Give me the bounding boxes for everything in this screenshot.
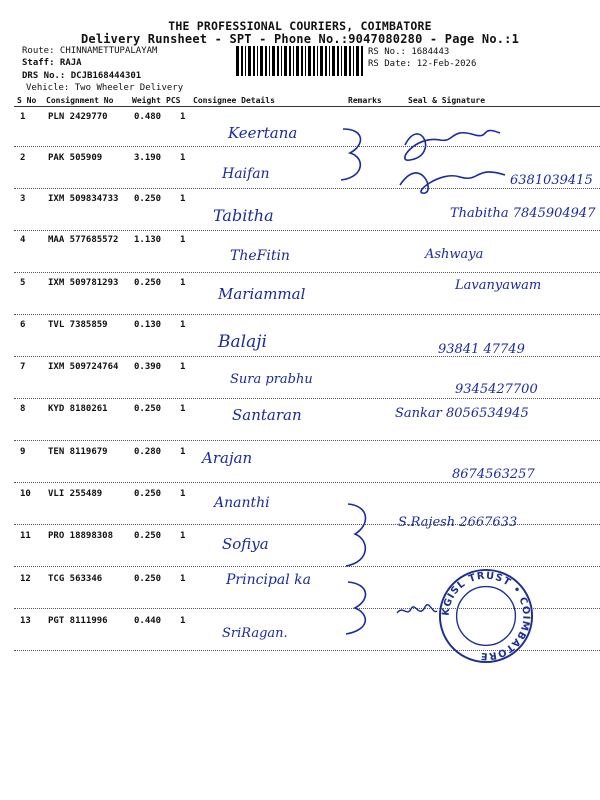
barcode-bar [301, 46, 303, 76]
barcode-bar [332, 46, 335, 76]
row-consignment: VLI 255489 [48, 489, 103, 499]
vehicle-label: Vehicle: Two Wheeler Delivery [26, 83, 184, 93]
svg-text:KGISL TRUST • COIMBATORE [441, 571, 532, 662]
row-signature-note: S.Rajesh 2667633 [398, 515, 518, 530]
row-signature-note: Lavanyawam [455, 278, 542, 293]
drs-label: DRS No.: DCJB168444301 [22, 71, 142, 81]
row-pcs: 1 [180, 278, 186, 288]
row-weight: 0.250 [134, 489, 162, 499]
row-sno: 11 [20, 531, 31, 541]
col-consignee: Consignee Details [193, 96, 275, 105]
rs-number: RS No.: 1684443 [368, 47, 450, 57]
row-consignee-name: Principal ka [226, 572, 311, 588]
row-divider [14, 272, 600, 273]
row-sno: 1 [20, 112, 26, 122]
barcode-bar [293, 46, 294, 76]
row-divider [14, 356, 600, 357]
barcode-bar [349, 46, 351, 76]
barcode-bar [313, 46, 315, 76]
barcode-bar [337, 46, 339, 76]
row-pcs: 1 [180, 112, 186, 122]
row-signature-note: 6381039415 [510, 173, 593, 188]
barcode-bar [257, 46, 258, 76]
row-weight: 0.440 [134, 616, 162, 626]
row-consignee-name: Sofiya [222, 535, 269, 553]
row-consignee-name: SriRagan. [222, 626, 288, 641]
row-divider [14, 230, 600, 231]
barcode-bar [353, 46, 354, 76]
signature-scribble-stamp [395, 595, 440, 625]
row-pcs: 1 [180, 362, 186, 372]
row-weight: 0.250 [134, 531, 162, 541]
row-consignee-name: Balaji [218, 332, 267, 352]
row-sno: 7 [20, 362, 26, 372]
barcode-bar [253, 46, 255, 76]
rs-date: RS Date: 12-Feb-2026 [368, 59, 477, 69]
row-weight: 0.480 [134, 112, 162, 122]
row-consignment: MAA 577685572 [48, 235, 119, 245]
row-pcs: 1 [180, 574, 186, 584]
barcode-bar [260, 46, 263, 76]
row-weight: 1.130 [134, 235, 162, 245]
row-divider [14, 314, 600, 315]
barcode-bar [265, 46, 267, 76]
row-pcs: 1 [180, 616, 186, 626]
row-signature-note: 9345427700 [455, 382, 538, 397]
row-sno: 13 [20, 616, 31, 626]
row-pcs: 1 [180, 235, 186, 245]
row-consignment: KYD 8180261 [48, 404, 108, 414]
row-consignment: TEN 8119679 [48, 447, 108, 457]
col-weight: Weight [132, 96, 161, 105]
row-divider [14, 440, 600, 441]
col-sno: S No [17, 96, 37, 105]
row-consignment: TCG 563346 [48, 574, 103, 584]
row-consignment: IXM 509781293 [48, 278, 119, 288]
barcode-bar [296, 46, 299, 76]
row-signature-note: 93841 47749 [438, 342, 525, 357]
row-weight: 0.250 [134, 194, 162, 204]
row-consignee-name: Ananthi [214, 495, 270, 511]
row-divider [14, 398, 600, 399]
row-weight: 0.130 [134, 320, 162, 330]
row-signature-note: Sankar 8056534945 [395, 406, 529, 421]
col-seal: Seal & Signature [408, 96, 486, 105]
barcode-bar [272, 46, 275, 76]
col-consignment: Consignment No [46, 96, 114, 105]
row-consignee-name: Keertana [228, 124, 298, 142]
barcode-bar [241, 46, 243, 76]
row-consignment: IXM 509724764 [48, 362, 119, 372]
row-weight: 0.280 [134, 447, 162, 457]
row-consignment: PAK 505909 [48, 153, 103, 163]
barcode-bar [269, 46, 270, 76]
barcode-bar [277, 46, 279, 76]
header-rule [14, 106, 600, 107]
row-sno: 12 [20, 574, 31, 584]
col-pcs: PCS [166, 96, 181, 105]
barcode-bar [305, 46, 306, 76]
route-label: Route: CHINNAMETTUPALAYAM [22, 46, 158, 56]
row-sno: 3 [20, 194, 26, 204]
row-sno: 4 [20, 235, 26, 245]
row-pcs: 1 [180, 404, 186, 414]
row-pcs: 1 [180, 447, 186, 457]
row-sno: 10 [20, 489, 31, 499]
row-consignment: PGT 8111996 [48, 616, 108, 626]
col-remarks: Remarks [348, 96, 382, 105]
row-consignee-name: Arajan [202, 449, 253, 467]
bracket-scribble-1 [335, 125, 375, 185]
row-sno: 5 [20, 278, 26, 288]
row-consignment: IXM 509834733 [48, 194, 119, 204]
row-consignment: PLN 2429770 [48, 112, 108, 122]
row-weight: 3.190 [134, 153, 162, 163]
row-consignment: TVL 7385859 [48, 320, 108, 330]
barcode-bar [361, 46, 363, 76]
row-weight: 0.390 [134, 362, 162, 372]
signature-scribble-1 [380, 115, 520, 200]
row-weight: 0.250 [134, 278, 162, 288]
barcode-bar [245, 46, 246, 76]
barcode-bar [284, 46, 287, 76]
bracket-scribble-2 [340, 500, 380, 570]
kgisl-trust-stamp [437, 567, 535, 665]
row-signature-note: Ashwaya [425, 247, 484, 262]
bracket-scribble-3 [340, 578, 380, 638]
row-consignee-name: Sura prabhu [230, 372, 313, 387]
row-consignee-name: Haifan [222, 166, 270, 182]
row-pcs: 1 [180, 489, 186, 499]
barcode-bar [329, 46, 330, 76]
row-pcs: 1 [180, 320, 186, 330]
row-consignee-name: Mariammal [218, 285, 306, 303]
row-pcs: 1 [180, 194, 186, 204]
barcode-bar [236, 46, 239, 76]
barcode-bar [320, 46, 323, 76]
row-sno: 8 [20, 404, 26, 414]
barcode [236, 46, 364, 76]
barcode-bar [325, 46, 327, 76]
company-title: THE PROFESSIONAL COURIERS, COIMBATORE [168, 19, 432, 33]
row-divider [14, 482, 600, 483]
row-weight: 0.250 [134, 574, 162, 584]
row-sno: 6 [20, 320, 26, 330]
barcode-bar [356, 46, 359, 76]
barcode-bar [317, 46, 318, 76]
barcode-bar [289, 46, 291, 76]
row-signature-note: 8674563257 [452, 467, 535, 482]
barcode-bar [341, 46, 342, 76]
barcode-bar [281, 46, 282, 76]
row-consignee-name: Tabitha [213, 206, 274, 225]
row-consignment: PRO 18898308 [48, 531, 114, 541]
row-signature-note: Thabitha 7845904947 [450, 206, 596, 221]
barcode-bar [308, 46, 311, 76]
row-weight: 0.250 [134, 404, 162, 414]
staff-label: Staff: RAJA [22, 58, 82, 68]
row-pcs: 1 [180, 531, 186, 541]
row-consignee-name: TheFitin [230, 248, 290, 264]
barcode-bar [248, 46, 251, 76]
row-divider [14, 524, 600, 525]
row-pcs: 1 [180, 153, 186, 163]
row-sno: 9 [20, 447, 26, 457]
runsheet-subtitle: Delivery Runsheet - SPT - Phone No.:9047080280 - Page No.:1 [80, 32, 520, 46]
stamp-text: KGISL TRUST • COIMBATORE [440, 570, 532, 662]
barcode-bar [344, 46, 347, 76]
row-consignee-name: Santaran [232, 406, 302, 424]
row-sno: 2 [20, 153, 26, 163]
